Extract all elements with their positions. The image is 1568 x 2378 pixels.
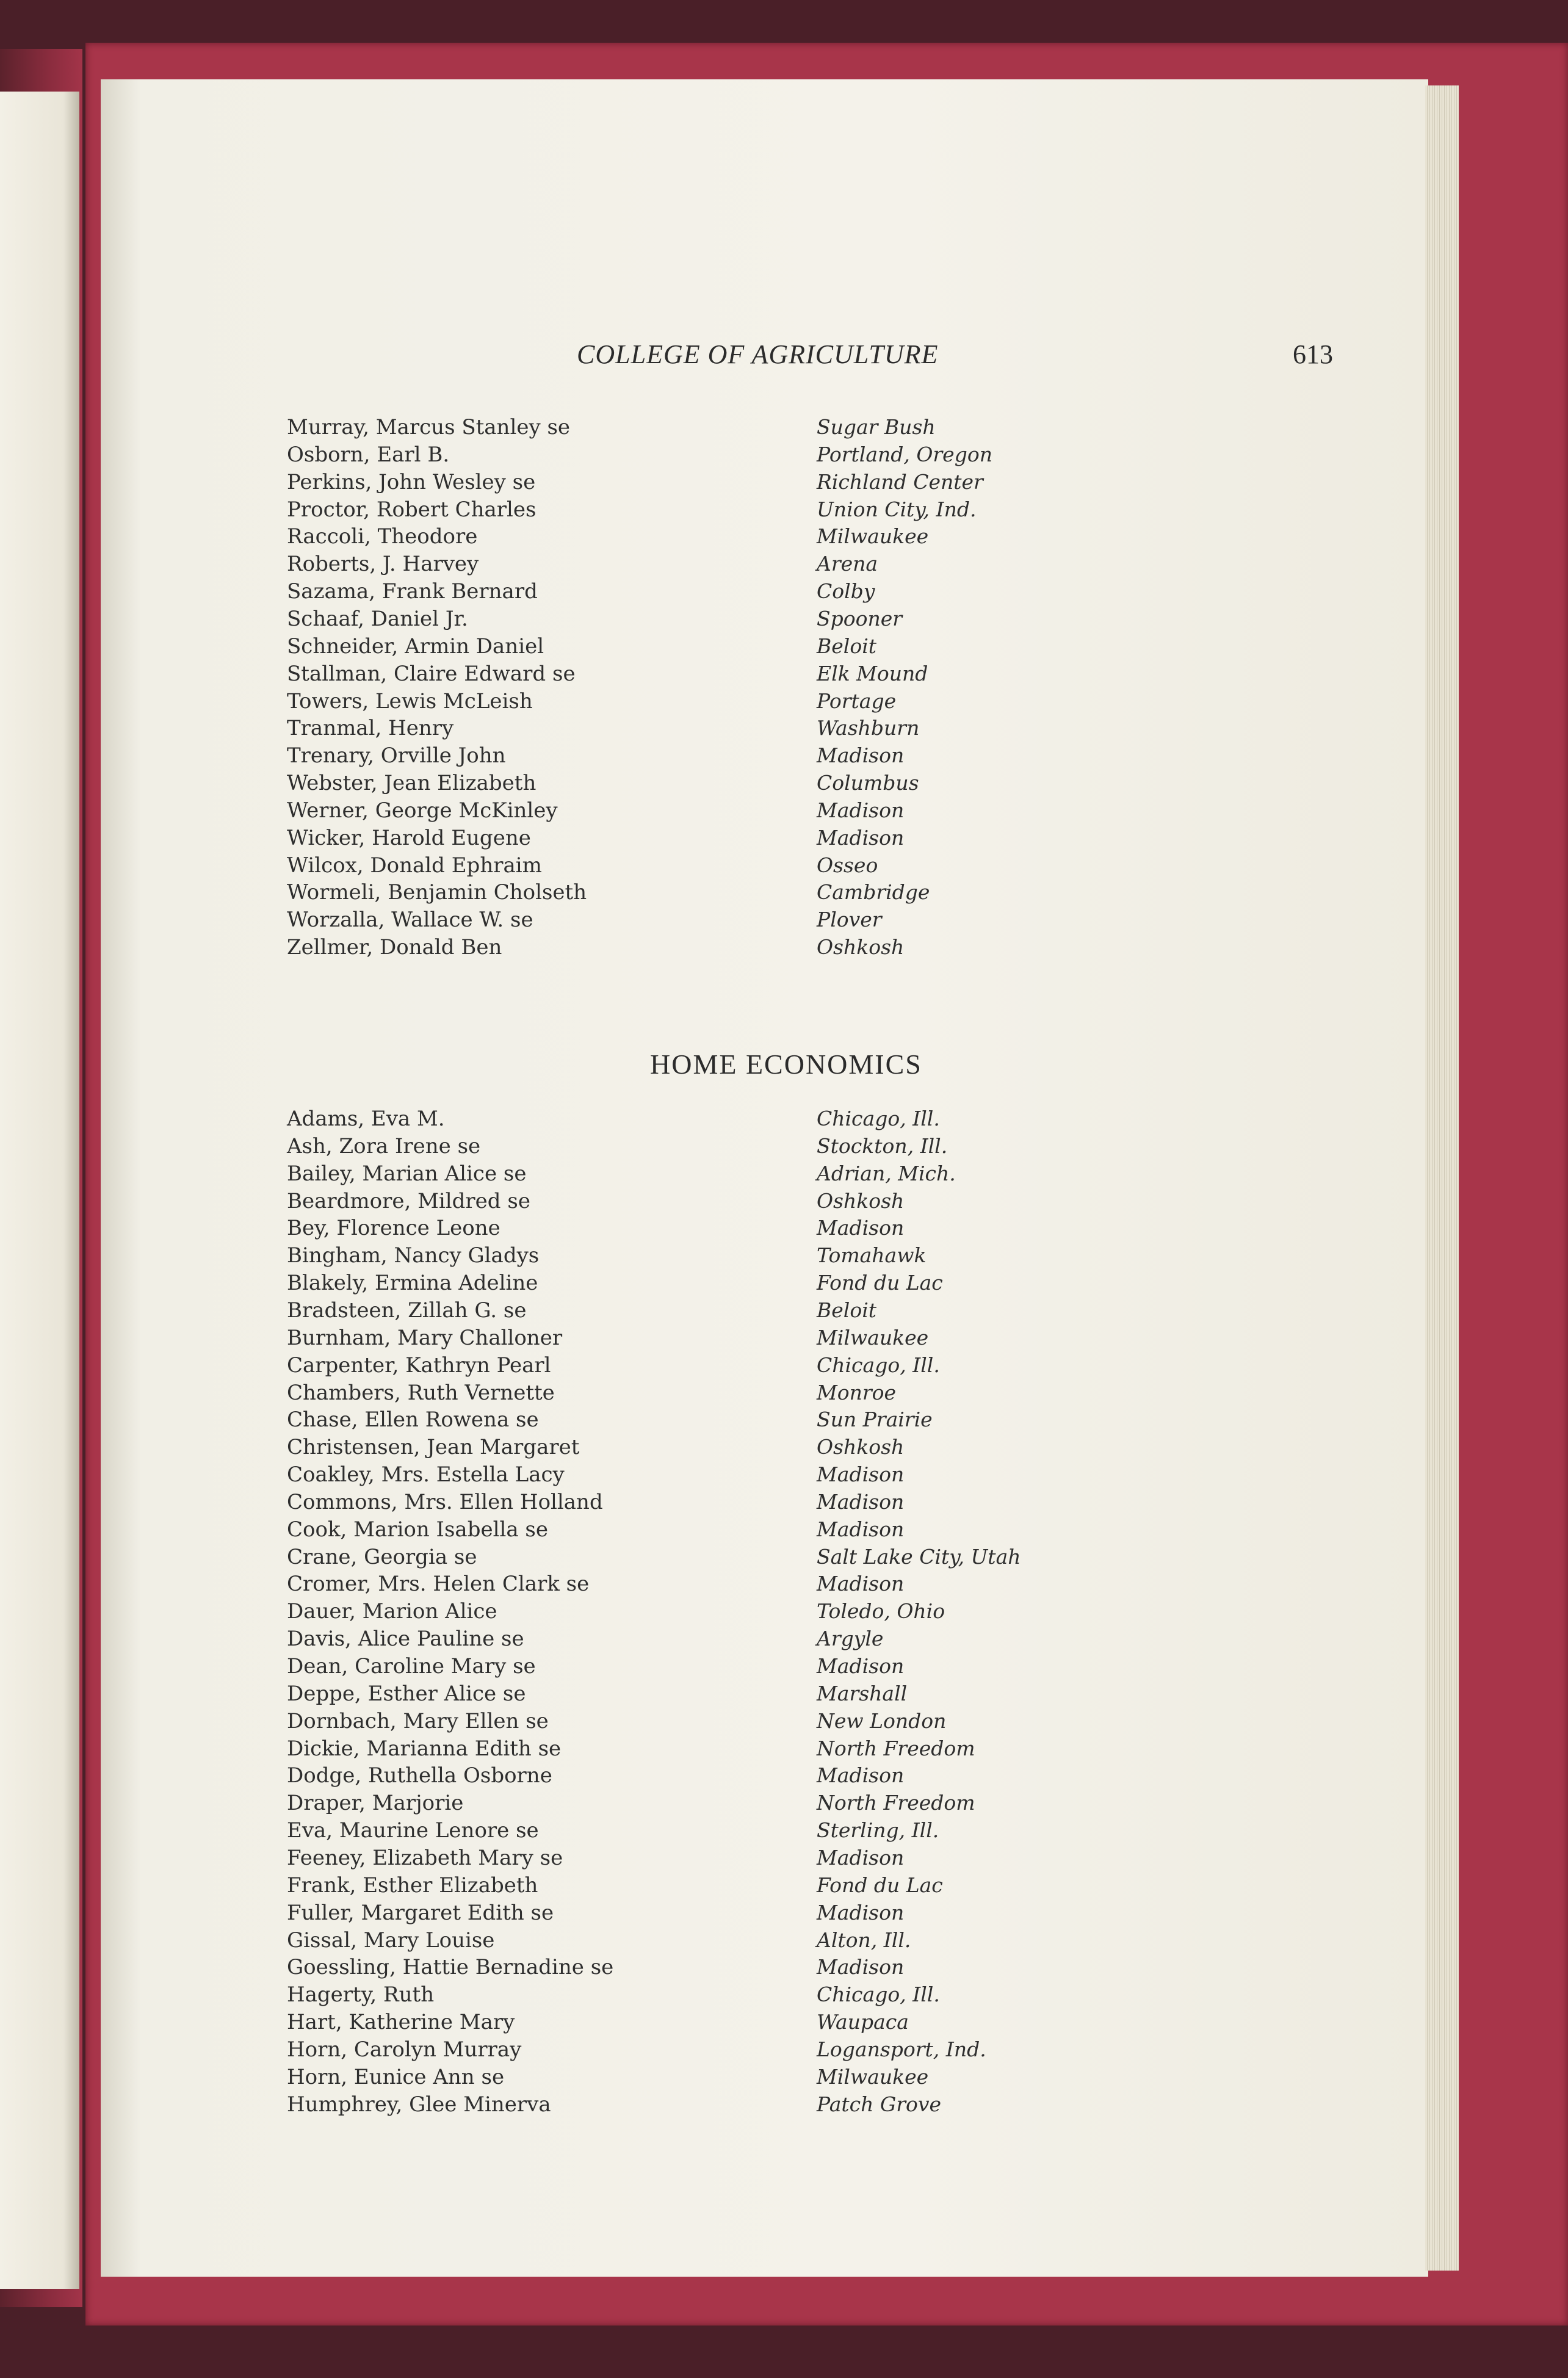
student-name: Deppe, Esther Alice se xyxy=(287,1681,526,1706)
student-name: Wicker, Harold Eugene xyxy=(287,825,531,850)
student-name: Dornbach, Mary Ellen se xyxy=(287,1708,549,1733)
student-name: Webster, Jean Elizabeth xyxy=(287,771,537,796)
hometown: Salt Lake City, Utah xyxy=(817,1544,1021,1569)
student-name: Draper, Marjorie xyxy=(287,1791,464,1816)
hometown: Argyle xyxy=(817,1627,884,1651)
hometown: Milwaukee xyxy=(817,524,929,549)
student-name: Stallman, Claire Edward se xyxy=(287,661,576,686)
student-name: Goessling, Hattie Bernadine se xyxy=(287,1955,614,1980)
hometown: Elk Mound xyxy=(817,661,928,685)
hometown: Oshkosh xyxy=(817,1435,905,1459)
student-name: Humphrey, Glee Minerva xyxy=(287,2092,551,2117)
student-name: Worzalla, Wallace W. se xyxy=(287,908,533,933)
hometown: New London xyxy=(817,1708,947,1733)
student-name: Gissal, Mary Louise xyxy=(287,1928,495,1953)
student-name: Wormeli, Benjamin Cholseth xyxy=(287,880,587,905)
hometown: Osseo xyxy=(817,853,878,877)
student-name: Dodge, Ruthella Osborne xyxy=(287,1763,552,1788)
hometown: Madison xyxy=(817,1462,905,1487)
student-name: Eva, Maurine Lenore se xyxy=(287,1818,539,1843)
hometown: Richland Center xyxy=(817,469,983,494)
student-name: Raccoli, Theodore xyxy=(287,524,478,549)
page-number: 613 xyxy=(1293,339,1333,369)
student-name: Tranmal, Henry xyxy=(287,716,454,741)
hometown: Stockton, Ill. xyxy=(817,1133,948,1158)
hometown: Chicago, Ill. xyxy=(817,1353,940,1377)
student-name: Proctor, Robert Charles xyxy=(287,497,537,522)
student-name: Fuller, Margaret Edith se xyxy=(287,1900,554,1925)
hometown: Madison xyxy=(817,1572,905,1596)
hometown: Colby xyxy=(817,579,875,604)
hometown: Madison xyxy=(817,825,905,850)
hometown: Union City, Ind. xyxy=(817,497,977,521)
hometown: Madison xyxy=(817,1845,905,1870)
hometown: Waupaca xyxy=(817,2010,909,2034)
hometown: Madison xyxy=(817,798,905,822)
student-name: Bailey, Marian Alice se xyxy=(287,1161,527,1186)
hometown: North Freedom xyxy=(817,1791,975,1815)
student-name: Coakley, Mrs. Estella Lacy xyxy=(287,1462,565,1487)
student-name: Bey, Florence Leone xyxy=(287,1216,500,1241)
hometown: Chicago, Ill. xyxy=(817,1982,940,2007)
student-name: Murray, Marcus Stanley se xyxy=(287,415,571,439)
hometown: Oshkosh xyxy=(817,935,905,960)
student-name: Towers, Lewis McLeish xyxy=(287,688,533,714)
hometown: Portland, Oregon xyxy=(817,442,992,466)
hometown: Sugar Bush xyxy=(817,415,936,439)
hometown: Madison xyxy=(817,743,905,768)
student-name: Chase, Ellen Rowena se xyxy=(287,1408,539,1433)
hometown: Madison xyxy=(817,1517,905,1541)
hometown: Alton, Ill. xyxy=(817,1928,911,1952)
student-name: Trenary, Orville John xyxy=(287,743,506,768)
student-name: Cook, Marion Isabella se xyxy=(287,1517,548,1542)
student-name: Horn, Eunice Ann se xyxy=(287,2064,505,2089)
hometown: Madison xyxy=(817,1654,905,1678)
hometown: Portage xyxy=(817,688,897,713)
student-name: Feeney, Elizabeth Mary se xyxy=(287,1845,563,1870)
hometown: Cambridge xyxy=(817,880,930,905)
hometown: Fond du Lac xyxy=(817,1873,943,1897)
student-name: Sazama, Frank Bernard xyxy=(287,579,538,604)
student-name: Chambers, Ruth Vernette xyxy=(287,1380,555,1405)
hometown: Toledo, Ohio xyxy=(817,1599,945,1624)
hometown: Chicago, Ill. xyxy=(817,1107,940,1130)
hometown: Madison xyxy=(817,1216,905,1240)
student-name: Horn, Carolyn Murray xyxy=(287,2037,522,2062)
hometown: Spooner xyxy=(817,606,903,631)
student-name: Carpenter, Kathryn Pearl xyxy=(287,1353,551,1378)
section-heading: HOME ECONOMICS xyxy=(650,1049,922,1080)
student-name: Roberts, J. Harvey xyxy=(287,552,479,577)
student-name: Schneider, Armin Daniel xyxy=(287,634,544,659)
student-name: Dickie, Marianna Edith se xyxy=(287,1736,562,1761)
hometown: Washburn xyxy=(817,716,920,740)
student-name: Dean, Caroline Mary se xyxy=(287,1654,536,1679)
student-name: Christensen, Jean Margaret xyxy=(287,1435,580,1460)
hometown: Milwaukee xyxy=(817,1325,929,1350)
hometown: Madison xyxy=(817,1489,905,1514)
left-page-edge xyxy=(0,92,79,2289)
hometown: Sun Prairie xyxy=(817,1408,933,1432)
hometown: Sterling, Ill. xyxy=(817,1818,939,1843)
hometown: Marshall xyxy=(817,1681,908,1705)
hometown: Milwaukee xyxy=(817,2064,929,2089)
hometown: Monroe xyxy=(817,1380,897,1404)
student-name: Frank, Esther Elizabeth xyxy=(287,1873,538,1898)
hometown: Plover xyxy=(817,908,882,932)
hometown: Logansport, Ind. xyxy=(817,2037,986,2061)
hometown: Arena xyxy=(817,552,878,576)
student-name: Cromer, Mrs. Helen Clark se xyxy=(287,1572,590,1597)
hometown: North Freedom xyxy=(817,1736,975,1760)
student-name: Hart, Katherine Mary xyxy=(287,2010,515,2035)
student-name: Osborn, Earl B. xyxy=(287,442,450,467)
student-name: Hagerty, Ruth xyxy=(287,1982,435,2008)
student-name: Adams, Eva M. xyxy=(287,1107,445,1131)
hometown: Patch Grove xyxy=(817,2092,942,2116)
hometown: Beloit xyxy=(817,1298,877,1322)
student-name: Beardmore, Mildred se xyxy=(287,1188,530,1213)
student-name: Dauer, Marion Alice xyxy=(287,1599,497,1624)
hometown: Beloit xyxy=(817,634,877,658)
hometown: Tomahawk xyxy=(817,1243,927,1268)
hometown: Adrian, Mich. xyxy=(817,1161,956,1185)
student-name: Blakely, Ermina Adeline xyxy=(287,1271,538,1296)
student-name: Bradsteen, Zillah G. se xyxy=(287,1298,527,1323)
student-name: Werner, George McKinley xyxy=(287,798,558,823)
hometown: Madison xyxy=(817,1900,905,1924)
student-name: Zellmer, Donald Ben xyxy=(287,935,502,960)
student-name: Burnham, Mary Challoner xyxy=(287,1325,563,1350)
student-name: Schaaf, Daniel Jr. xyxy=(287,606,468,631)
page-stack-edge xyxy=(1425,85,1459,2271)
running-head: COLLEGE OF AGRICULTURE xyxy=(577,339,939,369)
student-name: Commons, Mrs. Ellen Holland xyxy=(287,1489,603,1514)
hometown: Madison xyxy=(817,1955,905,1979)
student-name: Ash, Zora Irene se xyxy=(287,1133,481,1158)
hometown: Oshkosh xyxy=(817,1188,905,1213)
student-name: Crane, Georgia se xyxy=(287,1544,477,1569)
hometown: Madison xyxy=(817,1763,905,1788)
hometown: Columbus xyxy=(817,771,919,795)
hometown: Fond du Lac xyxy=(817,1271,943,1295)
student-name: Bingham, Nancy Gladys xyxy=(287,1243,540,1268)
student-name: Davis, Alice Pauline se xyxy=(287,1627,524,1652)
student-name: Wilcox, Donald Ephraim xyxy=(287,853,542,878)
student-name: Perkins, John Wesley se xyxy=(287,469,536,494)
